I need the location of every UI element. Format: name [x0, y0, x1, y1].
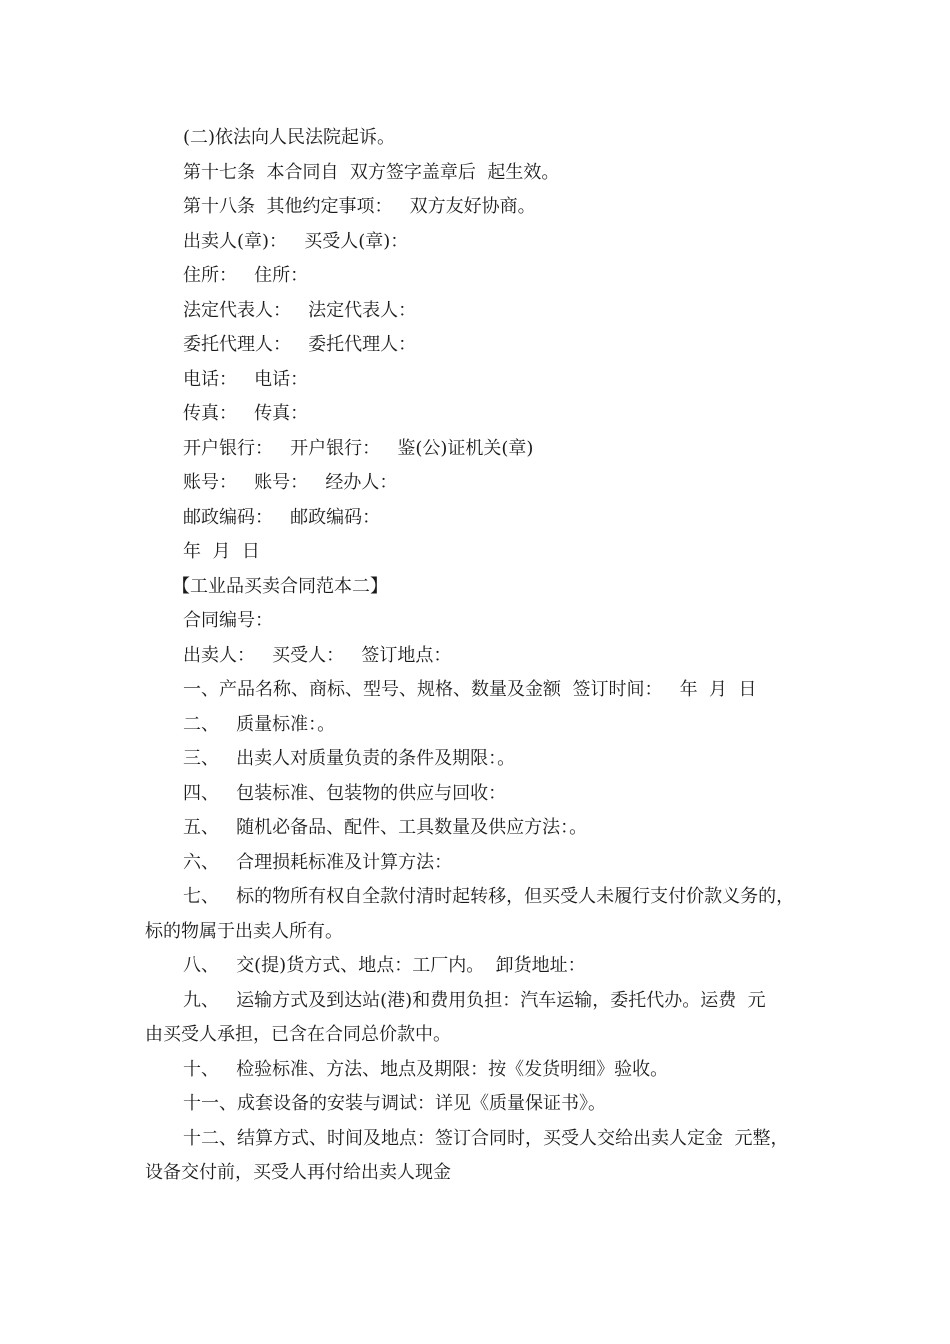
text-line: 十、 检验标准、方法、地点及期限：按《发货明细》验收。: [183, 1059, 669, 1080]
text-line: 十二、结算方式、时间及地点：签订合同时，买受人交给出卖人定金 元整，: [183, 1128, 789, 1149]
text-line: 电话： 电话：: [183, 369, 309, 390]
text-line: 四、 包装标准、包装物的供应与回收：: [183, 783, 507, 804]
text-line: 出卖人： 买受人： 签订地点：: [183, 645, 452, 666]
text-line: 由买受人承担，已含在合同总价款中。: [145, 1024, 451, 1045]
text-line: 设备交付前，买受人再付给出卖人现金: [145, 1162, 451, 1183]
text-line: (二)依法向人民法院起诉。: [183, 127, 396, 148]
text-line: 二、 质量标准：。: [183, 714, 336, 735]
text-line: 出卖人(章)： 买受人(章)：: [183, 231, 409, 252]
text-line: 六、 合理损耗标准及计算方法：: [183, 852, 453, 873]
text-line: 法定代表人： 法定代表人：: [183, 300, 417, 321]
text-line: 第十八条 其他约定事项： 双方友好协商。: [183, 196, 536, 217]
text-line: 开户银行： 开户银行： 鉴(公)证机关(章): [183, 438, 534, 459]
text-line: 传真： 传真：: [183, 403, 309, 424]
text-line: 委托代理人： 委托代理人：: [183, 334, 417, 355]
text-line: 三、 出卖人对质量负责的条件及期限：。: [183, 748, 516, 769]
text-line: 七、 标的物所有权自全款付清时起转移，但买受人未履行支付价款义务的，: [183, 886, 795, 907]
text-line: 五、 随机必备品、配件、工具数量及供应方法：。: [183, 817, 588, 838]
text-line: 住所： 住所：: [183, 265, 309, 286]
text-line: 一、产品名称、商标、型号、规格、数量及金额 签订时间： 年 月 日: [183, 679, 757, 700]
text-line: 第十七条 本合同自 双方签字盖章后 起生效。: [183, 162, 560, 183]
text-line: 账号： 账号： 经办人：: [183, 472, 398, 493]
text-line: 年 月 日: [183, 541, 260, 562]
text-line: 邮政编码： 邮政编码：: [183, 507, 381, 528]
text-line: 八、 交(提)货方式、地点：工厂内。 卸货地址：: [183, 955, 586, 976]
section-title: 【工业品买卖合同范本二】: [172, 576, 388, 597]
text-line: 合同编号：: [183, 610, 273, 631]
text-line: 标的物属于出卖人所有。: [145, 921, 343, 942]
text-line: 九、 运输方式及到达站(港)和费用负担：汽车运输，委托代办。运费 元: [183, 990, 766, 1011]
text-line: 十一、成套设备的安装与调试：详见《质量保证书》。: [183, 1093, 606, 1114]
